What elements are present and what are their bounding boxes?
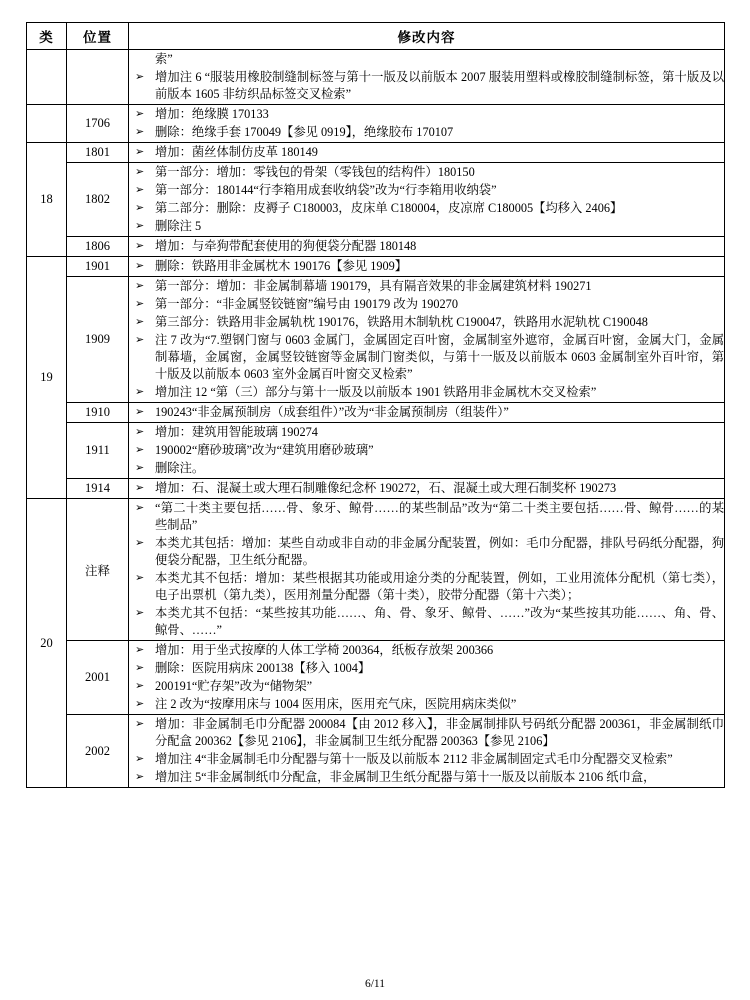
change-item-text: 删除：绝缘手套 170049【参见 0919】，绝缘胶布 170107: [155, 125, 454, 139]
change-item-text: 第一部分：增加：非金属制幕墙 190179，具有隔音效果的非金属建筑材料 190271: [155, 279, 592, 293]
change-item-text: 增加：建筑用智能玻璃 190274: [155, 425, 318, 439]
change-item: [129, 200, 724, 217]
change-item-text: 删除注。: [155, 461, 205, 475]
cell-content: [129, 257, 725, 277]
change-item-text: 本类尤其不包括：增加：某些根据其功能或用途分类的分配装置，例如，工业用流体分配机（第七类），电子出票机（第九类），医用剂量分配器（第十类），胶带分配器（第十六类）；: [155, 571, 724, 602]
table-row: [27, 237, 725, 257]
change-item: [129, 182, 724, 199]
arrow-bullet-icon: ➢: [135, 146, 145, 158]
cell-category: [27, 105, 67, 143]
change-item-text: 增加：用于坐式按摩的人体工学椅 200364，纸板存放架 200366: [155, 643, 494, 657]
cell-content: [129, 237, 725, 257]
change-item-list: [129, 500, 724, 639]
change-item-text: 增加注 4“非金属制毛巾分配器与第十一版及以前版本 2112 非金属制固定式毛巾分配器交叉检索”: [155, 752, 673, 766]
cell-position: 1901: [67, 257, 129, 277]
cell-content: [129, 50, 725, 105]
table-body: [27, 50, 725, 788]
cell-position: 1909: [67, 277, 129, 403]
change-item-text: 200191“贮存架”改为“储物架”: [155, 679, 313, 693]
cell-position: 2001: [67, 641, 129, 715]
change-item: [129, 460, 724, 477]
arrow-bullet-icon: ➢: [135, 126, 145, 138]
page-footer: 6/11: [364, 978, 386, 990]
arrow-bullet-icon: ➢: [135, 108, 145, 120]
table-row: [27, 499, 725, 641]
arrow-bullet-icon: ➢: [135, 644, 145, 656]
change-item-text: 本类尤其不包括：“某些按其功能……、角、骨、象牙、鲸骨、……”改为“某些按其功能……、角、骨、鲸骨、……”: [155, 606, 724, 637]
change-item: [129, 716, 724, 750]
cell-position: 注释: [67, 499, 129, 641]
arrow-bullet-icon: ➢: [135, 202, 145, 214]
table-header: [27, 23, 725, 50]
cell-content: [129, 143, 725, 163]
change-item-text: 增加注 6 “服装用橡胶制缝制标签与第十一版及以前版本 2007 服装用塑料或橡胶制缝制标签，第十版及以前版本 1605 非纺织品标签交叉检索”: [155, 70, 724, 101]
change-item: [129, 238, 724, 255]
change-item: [129, 500, 724, 534]
change-item-text: 190002“磨砂玻璃”改为“建筑用磨砂玻璃”: [155, 443, 374, 457]
cell-position: 2002: [67, 715, 129, 788]
arrow-bullet-icon: ➢: [135, 753, 145, 765]
arrow-bullet-icon: ➢: [135, 406, 145, 418]
cell-position: 1806: [67, 237, 129, 257]
change-item-list: [129, 404, 724, 421]
change-item-list: [129, 424, 724, 477]
change-item-text: 本类尤其包括：增加：某些自动或非自动的非金属分配装置，例如：毛巾分配器，排队号码纸分配器，狗便袋分配器，卫生纸分配器。: [155, 536, 724, 567]
cell-content: [129, 479, 725, 499]
arrow-bullet-icon: ➢: [135, 537, 145, 549]
cell-content: [129, 403, 725, 423]
arrow-bullet-icon: ➢: [135, 426, 145, 438]
change-item-text: 增加注 12 “第（三）部分与第十一版及以前版本 1901 铁路用非金属枕木交叉检索”: [155, 385, 597, 399]
change-item: [129, 696, 724, 713]
arrow-bullet-icon: ➢: [135, 662, 145, 674]
cell-position: 1801: [67, 143, 129, 163]
arrow-bullet-icon: ➢: [135, 462, 145, 474]
change-item: [129, 678, 724, 695]
change-item-text: 增加：绝缘膜 170133: [155, 107, 269, 121]
change-item-text: 190243“非金属预制房（成套组件）”改为“非金属预制房（组装件）”: [155, 405, 509, 419]
arrow-bullet-icon: ➢: [135, 680, 145, 692]
change-item: [129, 535, 724, 569]
cell-content: [129, 641, 725, 715]
change-item: [129, 480, 724, 497]
change-item-text: 第一部分：增加：零钱包的骨架（零钱包的结构件）180150: [155, 165, 475, 179]
cell-category: 20: [27, 499, 67, 788]
cell-content: [129, 105, 725, 143]
change-item: [129, 296, 724, 313]
cell-position: 1910: [67, 403, 129, 423]
table-row: [27, 641, 725, 715]
revision-table: [26, 22, 725, 788]
change-item-text: 增加：非金属制毛巾分配器 200084【由 2012 移入】，非金属制排队号码纸分配器 200361，非金属制纸巾分配盒 200362【参见 2106】，非金属制卫生纸分配器 200363【参见 2106】: [155, 717, 724, 748]
cell-category: 18: [27, 143, 67, 257]
table-row: [27, 277, 725, 403]
change-item: [129, 384, 724, 401]
change-item: [129, 442, 724, 459]
cell-content: [129, 277, 725, 403]
change-item-list: [129, 106, 724, 141]
cell-position: 1802: [67, 163, 129, 237]
change-item: [129, 751, 724, 768]
arrow-bullet-icon: ➢: [135, 316, 145, 328]
cell-category: [27, 50, 67, 105]
change-item-text: 增加注 5“非金属制纸巾分配盒，非金属制卫生纸分配器与第十一版及以前版本 2106 纸巾盒，: [155, 770, 656, 784]
change-item-text: 增加：与牵狗带配套使用的狗便袋分配器 180148: [155, 239, 417, 253]
cell-position: 1911: [67, 423, 129, 479]
cell-position: [67, 50, 129, 105]
table-row: [27, 105, 725, 143]
change-item: [129, 124, 724, 141]
cell-content: [129, 163, 725, 237]
table-row: [27, 257, 725, 277]
arrow-bullet-icon: ➢: [135, 334, 145, 346]
change-item-text: 第一部分：“非金属竖铰链窗”编号由 190179 改为 190270: [155, 297, 458, 311]
change-item-list: [129, 480, 724, 497]
change-item-list: [129, 238, 724, 255]
change-item-text: 增加：石、混凝土或大理石制雕像纪念杯 190272，石、混凝土或大理石制奖杯 190273: [155, 481, 617, 495]
change-item: [129, 660, 724, 677]
arrow-bullet-icon: ➢: [135, 771, 145, 783]
cell-category: 19: [27, 257, 67, 499]
change-item-text: 删除注 5: [155, 219, 202, 233]
table-row: [27, 163, 725, 237]
change-item: [129, 769, 724, 786]
arrow-bullet-icon: ➢: [135, 572, 145, 584]
cell-content: [129, 715, 725, 788]
arrow-bullet-icon: ➢: [135, 166, 145, 178]
change-item-text: 注 2 改为“按摩用床与 1004 医用床，医用充气床，医院用病床类似”: [155, 697, 517, 711]
cell-position: 1914: [67, 479, 129, 499]
column-header-category: 类: [27, 23, 67, 50]
arrow-bullet-icon: ➢: [135, 607, 145, 619]
change-item: [129, 570, 724, 604]
table-row: [27, 143, 725, 163]
arrow-bullet-icon: ➢: [135, 698, 145, 710]
change-item-list: [129, 164, 724, 235]
cell-content: [129, 423, 725, 479]
arrow-bullet-icon: ➢: [135, 298, 145, 310]
change-item: [129, 424, 724, 441]
column-header-content: 修改内容: [129, 23, 725, 50]
table-row: [27, 423, 725, 479]
change-item-list: [129, 642, 724, 713]
table-row: [27, 403, 725, 423]
table-row: [27, 715, 725, 788]
table-header-row: [27, 23, 725, 50]
arrow-bullet-icon: ➢: [135, 502, 145, 514]
change-item: [129, 258, 724, 275]
change-item-text: 删除：铁路用非金属枕木 190176【参见 1909】: [155, 259, 408, 273]
change-item-list: [129, 278, 724, 401]
change-item: [129, 332, 724, 383]
table-row: [27, 50, 725, 105]
table-row: [27, 479, 725, 499]
change-item-list: [129, 716, 724, 786]
change-item: [129, 314, 724, 331]
change-item-text: 第二部分：删除：皮褥子 C180003，皮床单 C180004，皮凉席 C180005【均移入 2406】: [155, 201, 623, 215]
arrow-bullet-icon: ➢: [135, 386, 145, 398]
cell-position: 1706: [67, 105, 129, 143]
change-item-text: 索”: [155, 52, 173, 66]
arrow-bullet-icon: ➢: [135, 718, 145, 730]
change-item: [129, 144, 724, 161]
change-item-text: 第三部分：铁路用非金属轨枕 190176，铁路用木制轨枕 C190047，铁路用水泥轨枕 C190048: [155, 315, 648, 329]
change-item-text: 第一部分：180144“行李箱用成套收纳袋”改为“行李箱用收纳袋”: [155, 183, 497, 197]
arrow-bullet-icon: ➢: [135, 184, 145, 196]
change-item: [129, 278, 724, 295]
change-item-text: 增加：菌丝体制仿皮革 180149: [155, 145, 318, 159]
arrow-bullet-icon: ➢: [135, 260, 145, 272]
change-item-text: 注 7 改为“7.塑钢门窗与 0603 金属门，金属固定百叶窗，金属制室外遮帘，金属百叶窗，金属大门，金属制幕墙，金属窗，金属竖铰链窗等金属制门窗类似，与第十一版及以前版本 0603 金属制室外百叶帘，第十版及以前版本 0603 室外金属百叶窗交叉检索”: [155, 333, 724, 381]
arrow-bullet-icon: ➢: [135, 220, 145, 232]
change-item-list: [129, 144, 724, 161]
change-item: [129, 642, 724, 659]
change-item-list: [129, 51, 724, 103]
change-item-text: “第二十类主要包括……骨、象牙、鲸骨……的某些制品”改为“第二十类主要包括……骨、鲸骨……的某些制品”: [155, 501, 724, 532]
arrow-bullet-icon: ➢: [135, 280, 145, 292]
change-item: [129, 51, 724, 68]
change-item-list: [129, 258, 724, 275]
cell-content: [129, 499, 725, 641]
change-item: [129, 605, 724, 639]
arrow-bullet-icon: ➢: [135, 240, 145, 252]
arrow-bullet-icon: ➢: [135, 71, 145, 83]
change-item: [129, 164, 724, 181]
arrow-bullet-icon: ➢: [135, 444, 145, 456]
change-item-text: 删除：医院用病床 200138【移入 1004】: [155, 661, 371, 675]
change-item: [129, 69, 724, 103]
column-header-position: 位置: [67, 23, 129, 50]
change-item: [129, 106, 724, 123]
change-item: [129, 218, 724, 235]
change-item: [129, 404, 724, 421]
arrow-bullet-icon: ➢: [135, 482, 145, 494]
